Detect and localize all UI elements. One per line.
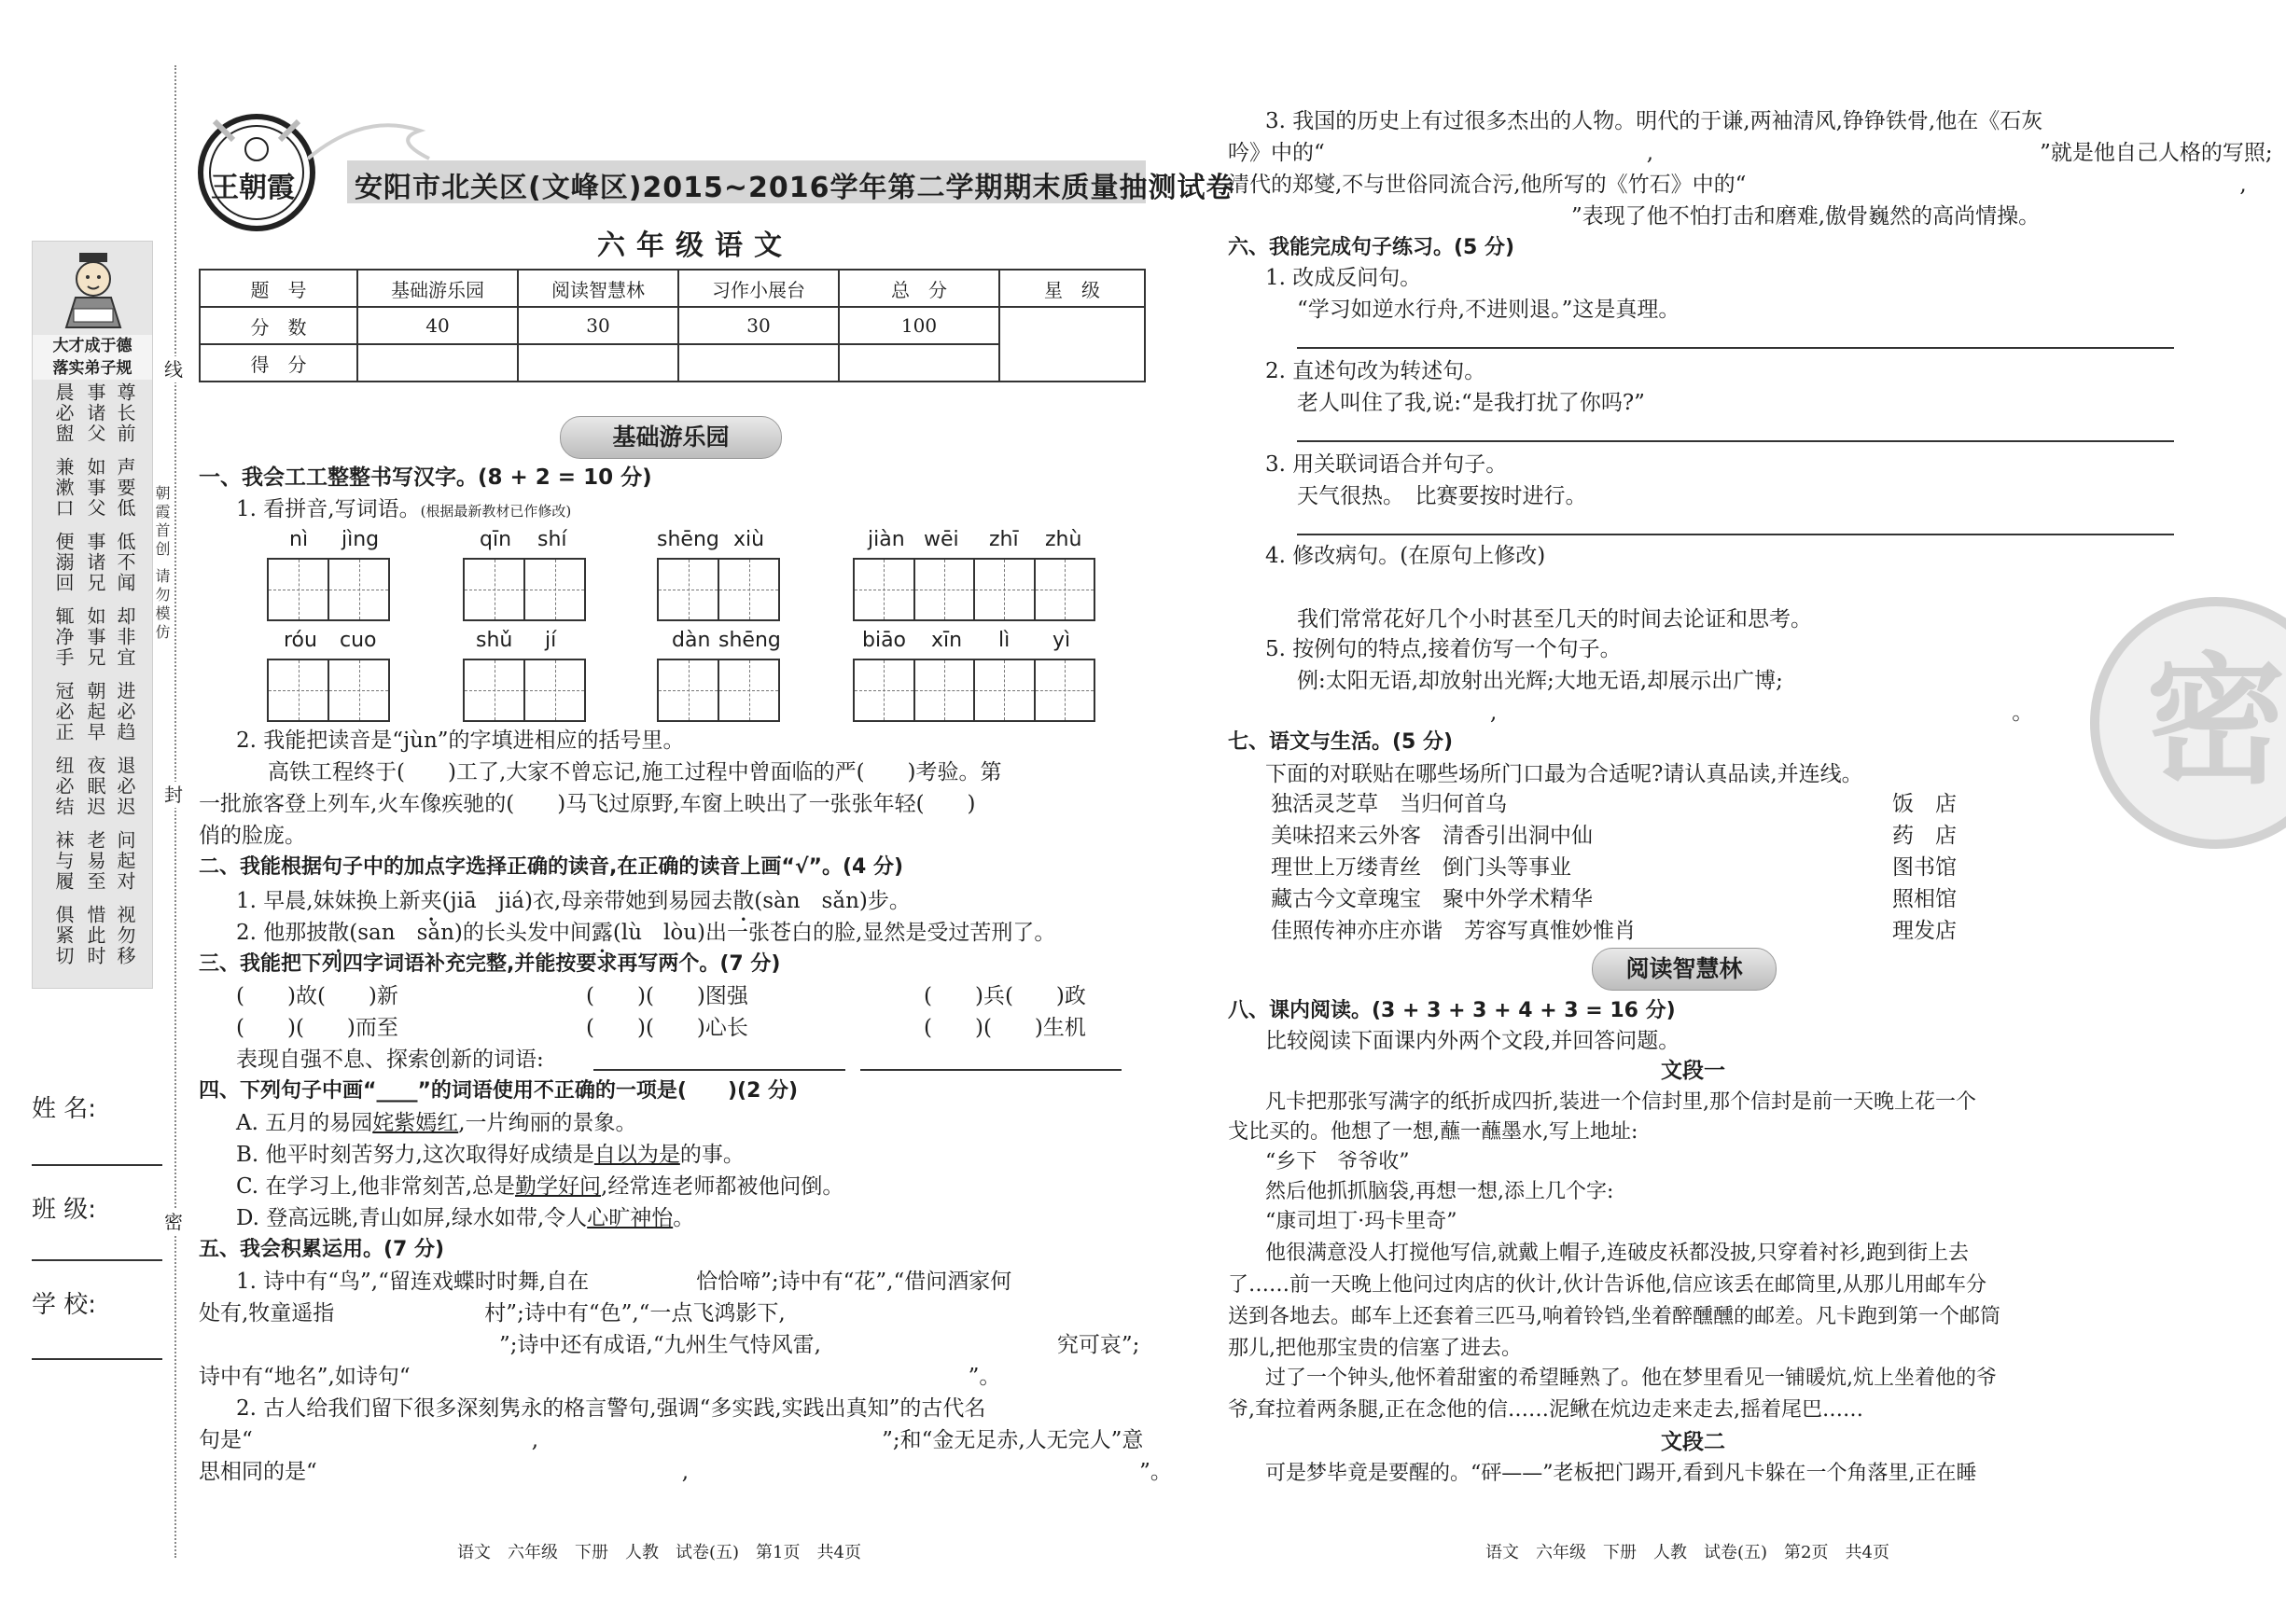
q4-option-a-tail: ,一片绚丽的景象。 (458, 1111, 637, 1135)
q7-title: 七、语文与生活。(5 分) (1228, 730, 1454, 754)
q1-1-text (236, 494, 571, 526)
score-table-cell: 40 (357, 307, 518, 344)
q6-title: 六、我能完成句子练习。(5 分) (1228, 236, 1515, 259)
q3-blank[interactable]: ( )兵( )政 (924, 984, 1086, 1008)
q5-3-line: 3. 我国的历史上有过很多杰出的人物。明代的于谦,两袖清风,铮铮铁骨,他在《石灰 (1265, 109, 2043, 133)
q2-1-b[interactable]: (jiā jiá)衣,母亲带她到易园去 (441, 889, 733, 913)
q6-4: 4. 修改病句。(在原句上修改) (1265, 544, 1546, 568)
q8-title: 八、课内阅读。(3 + 3 + 3 + 4 + 3 = 16 分) (1228, 999, 1676, 1022)
score-input-cell[interactable] (839, 344, 999, 382)
school-label: 学 校: (32, 1291, 97, 1319)
venue[interactable]: 照相馆 (1892, 887, 1957, 911)
pinyin: jí (545, 629, 557, 652)
venue[interactable]: 图书馆 (1892, 855, 1957, 880)
section-basic-pill: 基础游乐园 (560, 416, 782, 459)
passage-line: 凡卡把那张写满字的纸折成四折,装进一个信封里,那个信封是前一天晚上花一个 (1265, 1090, 1976, 1114)
motto-column: 俱紧切 (52, 905, 75, 966)
venue[interactable]: 药 店 (1892, 824, 1957, 848)
motto-column: 夜眠迟 (84, 756, 106, 817)
motto-column: 进必趋 (114, 681, 136, 743)
q4-option-a-text: A. 五月的易园 (236, 1111, 373, 1135)
q2-1-dotted2: 散 (732, 889, 755, 913)
q3-blank[interactable]: ( )( )心长 (586, 1016, 748, 1040)
pinyin: lì (998, 629, 1011, 652)
q4-option-c-text: C. 在学习上,他非常刻苦,总是 (236, 1174, 516, 1199)
q4-option-b-text: B. 他平时刻苦努力,这次取得好成绩是 (236, 1143, 594, 1167)
answer-line[interactable] (860, 1069, 1122, 1071)
passage-line: 可是梦毕竟是要醒的。“砰——”老板把门踢开,看到凡卡躲在一个角落里,正在睡 (1265, 1462, 1977, 1485)
q6-1: 1. 改成反问句。 (1265, 266, 1422, 290)
class-label: 班 级: (32, 1196, 97, 1224)
pinyin: wēi (924, 528, 959, 551)
q3-blank[interactable]: ( )( )图强 (586, 984, 748, 1008)
q6-1-text: “学习如逆水行舟,不进则退。”这是真理。 (1297, 298, 1680, 322)
q2-2-dotted2: 露 (591, 921, 613, 945)
name-label: 姓 名: (32, 1095, 97, 1123)
section-reading-pill: 阅读智慧林 (1592, 948, 1777, 991)
mascot-caption-2: 落实弟子规 (33, 357, 152, 380)
motto-column: 纽必结 (52, 756, 75, 817)
q1-2-line: 一批旅客登上列车,火车像疾驰的( )马飞过原野,车窗上映出了一张张年轻( ) (199, 792, 976, 816)
answer-line[interactable] (593, 1069, 845, 1071)
q5-3-line[interactable]: 吟》中的“ , ”就是他自己人格的写照; (1228, 141, 2273, 165)
class-field[interactable] (32, 1259, 162, 1261)
pinyin: xīn (931, 629, 963, 652)
pinyin: cuo (340, 629, 377, 652)
writing-grid[interactable] (463, 558, 586, 621)
q5-line[interactable]: ”;诗中还有成语,“九州生气恃风雷, 究可哀”; (199, 1333, 1140, 1357)
pinyin: róu (284, 629, 317, 652)
q5-line: 2. 古人给我们留下很多深刻隽永的格言警句,强调“多实践,实践出真知”的古代名 (236, 1396, 986, 1421)
passage-line: 那儿,把他那宝贵的信塞了进去。 (1228, 1337, 1522, 1360)
pinyin: shēng (657, 528, 719, 551)
pinyin: yì (1052, 629, 1071, 652)
q4-option-b[interactable] (236, 1140, 745, 1170)
subject-title: 六年级语文 (597, 229, 793, 262)
confidential-seal-icon (2085, 592, 2286, 854)
answer-line[interactable] (1297, 347, 2174, 349)
mascot-caption-1: 大才成于德 (33, 335, 152, 357)
page2-footer: 语文 六年级 下册 人教 试卷(五) 第2页 共4页 (1485, 1543, 1889, 1562)
q1-2-line: 高铁工程终于( )工了,大家不曾忘记,施工过程中曾面临的严( )考验。第 (268, 760, 1002, 784)
q2-2-a: 2. 他那披 (236, 921, 328, 945)
motto-column: 声要低 (114, 457, 136, 519)
q4-option-d[interactable] (236, 1203, 694, 1233)
motto-column: 晨必盥 (52, 382, 75, 444)
star-rating-cell[interactable] (999, 307, 1145, 382)
couplet[interactable]: 美味招来云外客 清香引出洞中仙 (1271, 824, 1593, 848)
venue[interactable]: 饭 店 (1892, 792, 1957, 816)
venue[interactable]: 理发店 (1892, 919, 1957, 943)
motto-column: 视勿移 (114, 905, 136, 966)
q5-3-line[interactable]: 清代的郑燮,不与世俗同流合污,他所写的《竹石》中的“ , (1228, 173, 2247, 197)
q6-3: 3. 用关联词语合并句子。 (1265, 452, 1508, 477)
score-table (199, 269, 1146, 382)
binding-mark-line: 线 (160, 356, 187, 382)
motto-column: 尊长前 (114, 382, 136, 444)
score-table-row (200, 307, 1145, 344)
q1-1-note: (根据最新教材已作修改) (420, 503, 572, 520)
q4-option-a-word: 姹紫嫣红 (372, 1111, 459, 1135)
pinyin: jiàn (868, 528, 905, 551)
q5-line[interactable]: 诗中有“地名”,如诗句“ ”。 (199, 1365, 1001, 1389)
answer-line[interactable] (1297, 534, 2174, 535)
score-table-cell: 100 (839, 307, 999, 344)
score-table-cell: 30 (518, 307, 678, 344)
score-input-cell[interactable] (357, 344, 518, 382)
q4-option-c-word: 勤学好问 (515, 1174, 602, 1199)
pinyin: nì (289, 528, 309, 551)
pinyin: jìng (342, 528, 380, 551)
couplet[interactable]: 藏古今文章瑰宝 聚中外学术精华 (1271, 887, 1593, 911)
page1-footer: 语文 六年级 下册 人教 试卷(五) 第1页 共4页 (457, 1543, 861, 1562)
q1-2-line: 俏的脸庞。 (199, 824, 306, 848)
q6-2-text: 老人叫住了我,说:“是我打扰了你吗?” (1297, 391, 1645, 415)
passage-line: 爷,耷拉着两条腿,正在念他的信……泥鳅在炕边走来走去,摇着尾巴…… (1228, 1398, 1863, 1422)
q5-3-line[interactable]: ”表现了他不怕打击和磨难,傲骨巍然的高尚情操。 (1228, 204, 2041, 229)
score-table-cell: 阅读智慧林 (518, 270, 678, 307)
q2-2-dotted: 散 (328, 921, 350, 945)
q5-line[interactable]: 1. 诗中有“鸟”,“留连戏蝶时时舞,自在 恰恰啼”;诗中有“花”,“借问酒家何 (236, 1270, 1012, 1294)
pinyin: zhī (989, 528, 1019, 551)
writing-grid[interactable] (853, 659, 1095, 722)
q2-title: 二、我能根据句子中的加点字选择正确的读音,在正确的读音上画“√”。(4 分) (199, 855, 904, 879)
couplet[interactable]: 独活灵芝草 当归何首乌 (1271, 792, 1507, 816)
school-field[interactable] (32, 1358, 162, 1360)
binding-mark-seal: 封 (160, 782, 187, 808)
motto-column: 朝起早 (84, 681, 106, 743)
passage-line: 然后他抓抓脑袋,再想一想,添上几个字: (1265, 1180, 1614, 1203)
score-input-cell[interactable] (678, 344, 839, 382)
side-note: 朝霞首创 请勿模仿 (153, 485, 171, 644)
q8-intro: 比较阅读下面课内外两个文段,并回答问题。 (1265, 1029, 1680, 1053)
passage-2-title: 文段二 (1661, 1430, 1725, 1454)
q4-title: 四、下列句子中画“____”的词语使用不正确的一项是( )(2 分) (199, 1079, 799, 1103)
q2-1-c[interactable]: (sàn sǎn)步。 (754, 889, 911, 913)
q4-option-c-tail: ,经常连老师都被他问倒。 (601, 1174, 844, 1199)
couplet[interactable]: 佳照传神亦庄亦谐 芳容写真惟妙惟肖 (1271, 919, 1636, 943)
q1-2-title: 2. 我能把读音是“jùn”的字填进相应的括号里。 (236, 729, 685, 753)
motto-column: 问起对 (114, 830, 136, 892)
q5-line[interactable]: 处有,牧童遥指 村”;诗中有“色”,“一点飞鸿影下, (199, 1301, 786, 1326)
ribbon-decoration-icon (308, 103, 439, 168)
pinyin: qīn (480, 528, 512, 551)
pinyin: shǔ (476, 629, 513, 652)
pinyin: dàn (672, 629, 711, 652)
q6-2: 2. 直述句改为转述句。 (1265, 359, 1486, 383)
q3-blank[interactable]: ( )故( )新 (236, 984, 398, 1008)
logo-text: 王朝霞 (211, 172, 295, 204)
scholar-mascot-icon (53, 249, 133, 329)
writing-grid[interactable] (853, 558, 1095, 621)
q6-5-fill[interactable]: , 。 (1297, 701, 2034, 725)
q3-blank[interactable]: ( )( )生机 (924, 1016, 1086, 1040)
q5-title: 五、我会积累运用。(7 分) (199, 1238, 445, 1261)
motto-column: 如事兄 (84, 606, 106, 668)
passage-line: “康司坦丁·玛卡里奇” (1265, 1210, 1457, 1233)
q3-extra: 表现自强不息、探索创新的词语: (236, 1048, 544, 1072)
q2-2-b[interactable]: (san sǎn)的长头发中间 (349, 921, 592, 945)
motto-column: 便溺回 (52, 532, 75, 593)
answer-line[interactable] (1297, 440, 2174, 442)
q2-1-a: 1. 早晨,妹妹换上新 (236, 889, 421, 913)
q4-option-d-word: 心旷神怡 (587, 1206, 674, 1230)
q5-line[interactable]: 句是“ , ”;和“金无足赤,人无完人”意 (199, 1428, 1144, 1452)
q4-option-b-tail: 的事。 (679, 1143, 745, 1167)
motto-column: 冠必正 (52, 681, 75, 743)
q6-5: 5. 按例句的特点,接着仿写一个句子。 (1265, 637, 1622, 661)
motto-column: 兼漱口 (52, 457, 75, 519)
motto-column: 如事父 (84, 457, 106, 519)
name-field[interactable] (32, 1164, 162, 1166)
pinyin: shí (537, 528, 567, 551)
q1-title: 一、我会工工整整书写汉字。(8 + 2 = 10 分) (199, 465, 652, 490)
q7-intro: 下面的对联贴在哪些场所门口最为合适呢?请认真品读,并连线。 (1265, 762, 1863, 786)
score-table-cell: 习作小展台 (678, 270, 839, 307)
q4-option-d-text: D. 登高远眺,青山如屏,绿水如带,令人 (236, 1206, 588, 1230)
pinyin: biāo (862, 629, 907, 652)
q2-1-dotted: 夹 (420, 889, 442, 913)
score-table-cell: 总 分 (839, 270, 999, 307)
writing-grid[interactable] (267, 659, 390, 722)
q4-option-a[interactable] (236, 1108, 637, 1138)
writing-grid[interactable] (463, 659, 586, 722)
pinyin: shēng (718, 629, 781, 652)
q6-4-text[interactable]: 我们常常花好几个小时甚至几天的时间去论证和思考。 (1297, 607, 1812, 632)
motto-column: 退必迟 (114, 756, 136, 817)
passage-line: 了……前一天晚上他问过肉店的伙计,伙计告诉他,信应该丢在邮筒里,从那儿用邮车分 (1228, 1273, 1986, 1297)
score-table-cell: 30 (678, 307, 839, 344)
score-table-cell: 基础游乐园 (357, 270, 518, 307)
q1-1-label: 1. 看拼音,写词语。 (236, 497, 421, 521)
binding-line (174, 65, 176, 1558)
motto-column: 辄净手 (52, 606, 75, 668)
passage-line: “乡下 爷爷收” (1265, 1150, 1410, 1173)
exam-title: 安阳市北关区(文峰区)2015~2016学年第二学期期末质量抽测试卷 (355, 172, 1235, 204)
score-input-cell[interactable] (518, 344, 678, 382)
passage-1-title: 文段一 (1661, 1059, 1725, 1083)
q4-option-d-tail: 。 (673, 1206, 695, 1230)
q3-blank[interactable]: ( )( )而至 (236, 1016, 398, 1040)
score-table-cell: 得 分 (200, 344, 357, 382)
motto-column: 低不闻 (114, 532, 136, 593)
q4-option-c[interactable] (236, 1172, 843, 1201)
q2-2-c[interactable]: (lù lòu)出一张苍白的脸,显然是受过苦刑了。 (612, 921, 1056, 945)
motto-column: 老易至 (84, 830, 106, 892)
couplet[interactable]: 理世上万缕青丝 倒门头等事业 (1271, 855, 1571, 880)
q3-title: 三、我能把下列四字词语补充完整,并能按要求再写两个。(7 分) (199, 952, 781, 976)
score-table-row (200, 270, 1145, 307)
q6-3-text: 天气很热。 比赛要按时进行。 (1297, 484, 1587, 508)
q5-line[interactable]: 思相同的是“ , ”。 (199, 1460, 1172, 1484)
writing-grid[interactable] (267, 558, 390, 621)
seal-char: 密 (2145, 641, 2286, 803)
motto-column: 袜与履 (52, 830, 75, 892)
passage-line: 他很满意没人打搅他写信,就戴上帽子,连破皮袄都没披,只穿着衬衫,跑到街上去 (1265, 1242, 1969, 1265)
score-table-cell: 分 数 (200, 307, 357, 344)
writing-grid[interactable] (657, 659, 780, 722)
passage-line: 过了一个钟头,他怀着甜蜜的希望睡熟了。他在梦里看见一铺暖炕,炕上坐着他的爷 (1265, 1367, 1997, 1390)
score-table-cell: 星 级 (999, 270, 1145, 307)
motto-column: 却非宜 (114, 606, 136, 668)
writing-grid[interactable] (657, 558, 780, 621)
q4-option-b-word: 自以为是 (593, 1143, 680, 1167)
passage-line: 送到各地去。邮车上还套着三匹马,响着铃铛,坐着醉醺醺的邮差。凡卡跑到第一个邮筒 (1228, 1305, 2000, 1328)
motto-column: 事诸兄 (84, 532, 106, 593)
pinyin: xiù (733, 528, 765, 551)
pinyin: zhù (1045, 528, 1082, 551)
q6-5-text: 例:太阳无语,却放射出光辉;大地无语,却展示出广博; (1297, 669, 1783, 693)
binding-mark-secret: 密 (160, 1209, 187, 1235)
motto-column: 惜此时 (84, 905, 106, 966)
passage-line: 戈比买的。他想了一想,蘸一蘸墨水,写上地址: (1228, 1120, 1638, 1144)
score-table-cell: 题 号 (200, 270, 357, 307)
motto-column: 事诸父 (84, 382, 106, 444)
